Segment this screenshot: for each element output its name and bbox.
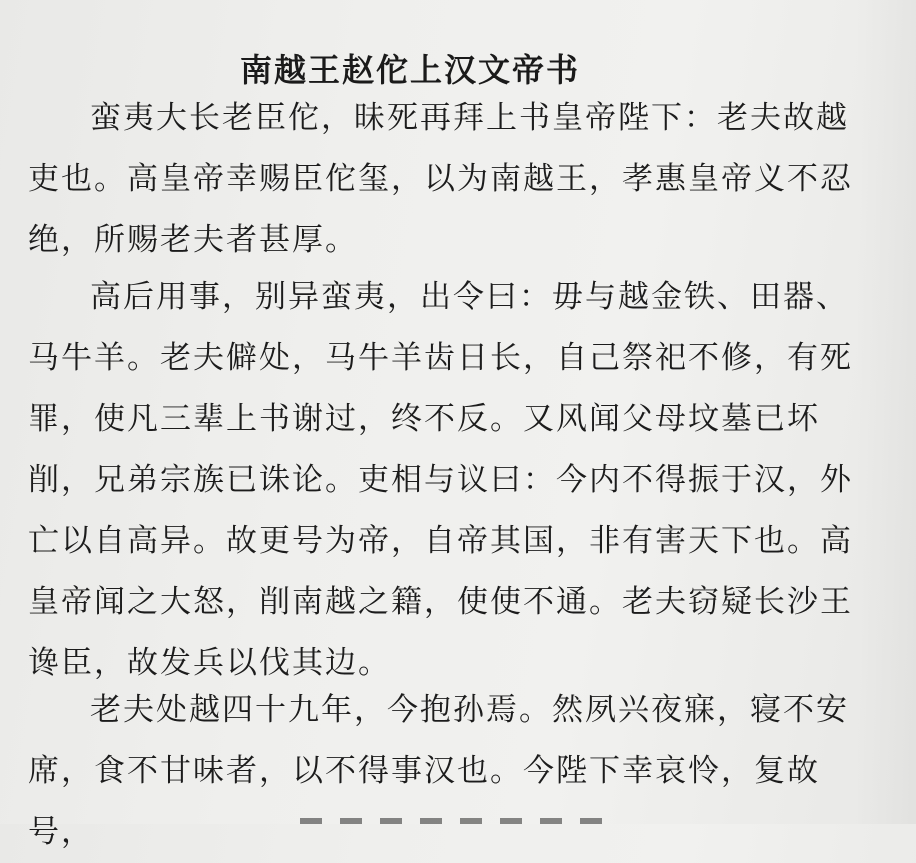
paragraph-2: 高后用事，别异蛮夷，出令曰：毋与越金铁、田器、马牛羊。老夫僻处，马牛羊齿日长，自己祭祀不修，有死罪，使凡三辈上书谢过，终不反。又风闻父母坟墓已坏削，兄弟宗族已诛论。吏相与议曰：今内不得振于汉，外亡以自高异。故更号为帝，自帝其国，非有害天下也。高皇帝闻之大怒，削南越之籍，使使不通。老夫窃疑长沙王谗臣，故发兵以伐其边。	[28, 279, 853, 681]
paragraph-1: 蛮夷大长老臣佗，昧死再拜上书皇帝陛下：老夫故越吏也。高皇帝幸赐臣佗玺，以为南越王，孝惠皇帝义不忍绝，所赐老夫者甚厚。	[28, 100, 853, 258]
document-title: 南越王赵佗上汉文帝书	[239, 51, 580, 90]
cut-off-text-line	[300, 808, 620, 824]
paragraph-3: 老夫处越四十九年，今抱孙焉。然夙兴夜寐，寝不安席，食不甘味者，以不得事汉也。今陛下幸哀怜，复故号，	[28, 692, 849, 850]
page-edge-shading	[856, 0, 916, 824]
